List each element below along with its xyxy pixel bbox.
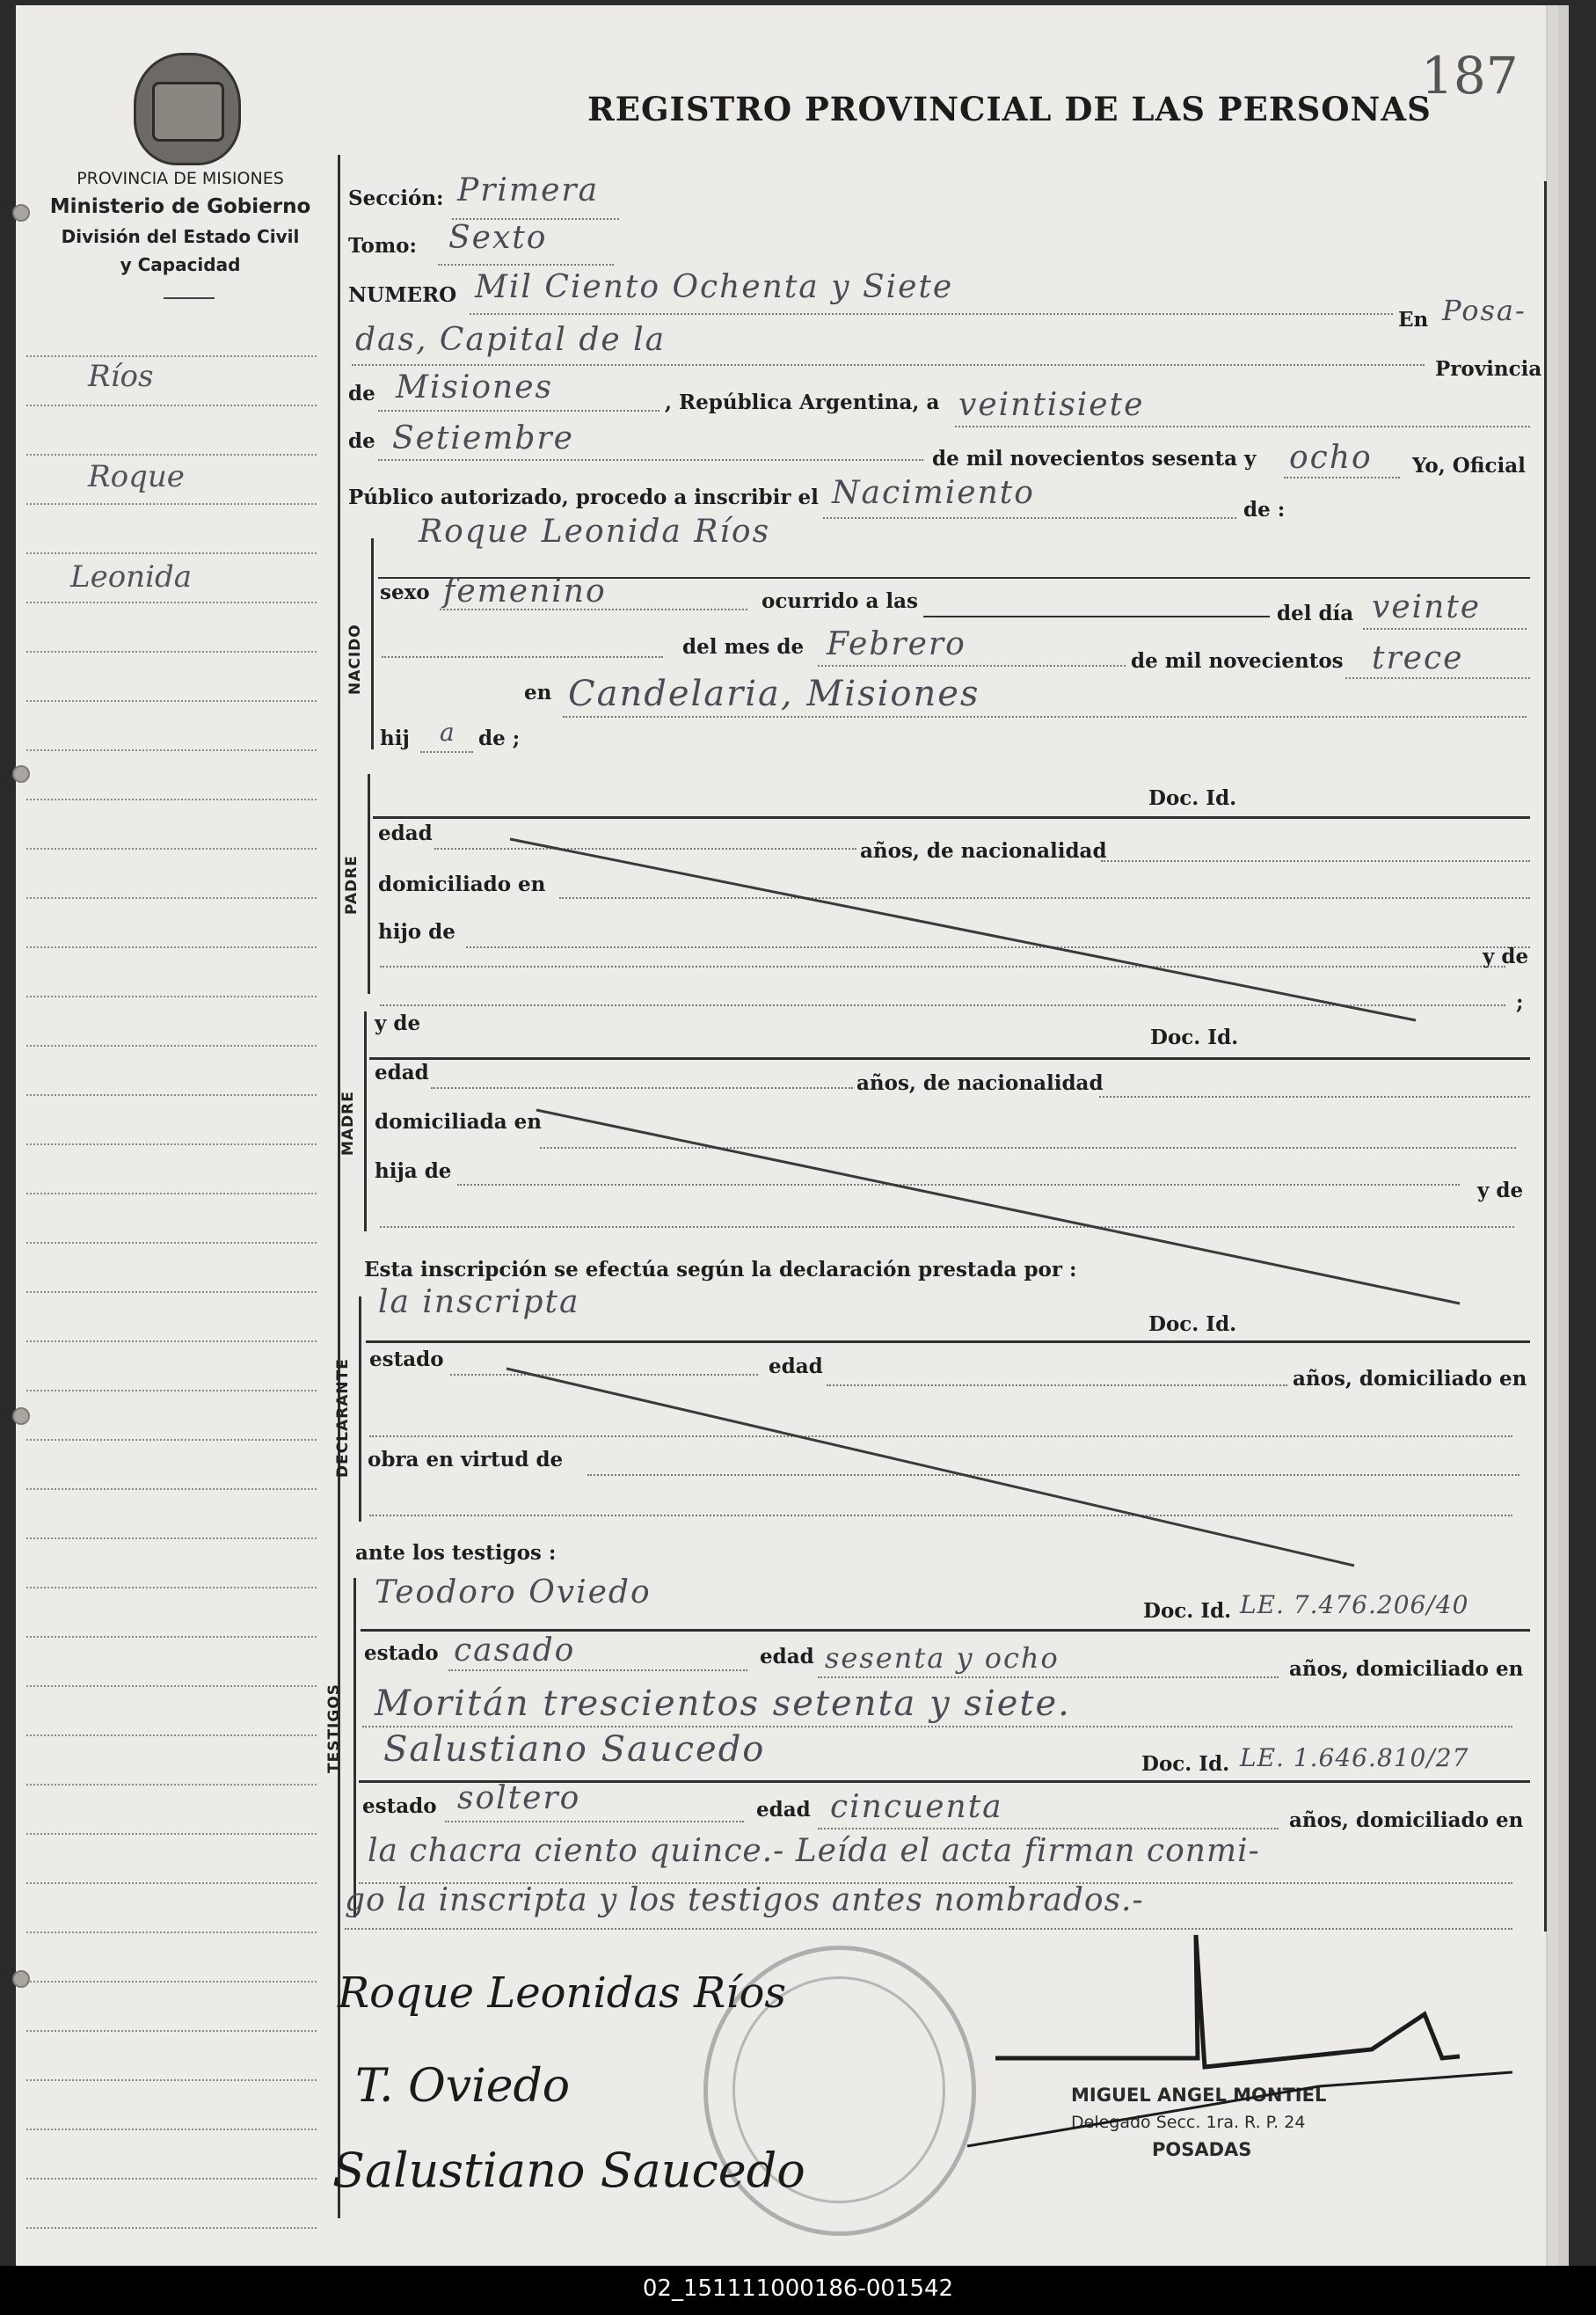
day-value: veintisiete bbox=[958, 387, 1145, 423]
hij-label: hij bbox=[380, 727, 410, 750]
margin-note-middlename: Leonida bbox=[70, 559, 192, 595]
numero-label: NUMERO bbox=[348, 283, 457, 307]
testigo1-estado-label: estado bbox=[364, 1641, 439, 1665]
anio-value: trece bbox=[1372, 640, 1464, 676]
testigo1-domicilio-label: años, domiciliado en bbox=[1289, 1657, 1524, 1681]
ocurrido-label: ocurrido a las bbox=[762, 589, 918, 613]
nacido-side-label: NACIDO bbox=[346, 624, 364, 695]
page-title: REGISTRO PROVINCIAL DE LAS PERSONAS bbox=[587, 90, 1432, 128]
year-label: de mil novecientos sesenta y bbox=[932, 447, 1257, 471]
lugar-value: Candelaria, Misiones bbox=[568, 674, 980, 714]
seccion-value: Primera bbox=[457, 172, 600, 208]
padre-semicolon: ; bbox=[1516, 990, 1524, 1014]
seccion-label: Sección: bbox=[348, 186, 444, 210]
testigo2-edad-label: edad bbox=[756, 1798, 811, 1822]
madre-side-label: MADRE bbox=[339, 1091, 357, 1156]
testigos-intro: ante los testigos : bbox=[355, 1541, 557, 1565]
signature-inscripta: Roque Leonidas Ríos bbox=[338, 1968, 787, 2018]
declarante-value: la inscripta bbox=[378, 1284, 580, 1320]
official-name: MIGUEL ANGEL MONTIEL bbox=[1071, 2085, 1327, 2106]
padre-nacionalidad-label: años, de nacionalidad bbox=[860, 839, 1107, 863]
declarante-obra-label: obra en virtud de bbox=[368, 1448, 564, 1472]
madre-hija-label: hija de bbox=[375, 1159, 452, 1183]
dia-value: veinte bbox=[1372, 589, 1482, 625]
del-dia-label: del día bbox=[1277, 602, 1354, 625]
declarante-domicilio-label: años, domiciliado en bbox=[1293, 1367, 1527, 1391]
mes-value: Febrero bbox=[827, 626, 966, 662]
testigo1-domicilio-value: Moritán trescientos setenta y siete. bbox=[375, 1683, 1071, 1724]
signature-testigo2: Salustiano Saucedo bbox=[332, 2143, 805, 2198]
en-value: Posa- bbox=[1442, 294, 1527, 327]
margin-note-surname: Ríos bbox=[88, 359, 154, 394]
madre-strike-line bbox=[536, 1110, 1460, 1304]
declarante-doc-label: Doc. Id. bbox=[1148, 1312, 1237, 1336]
official-signature bbox=[995, 1935, 1460, 2067]
madre-domicilio-label: domiciliada en bbox=[375, 1110, 542, 1134]
padre-strike-line bbox=[510, 839, 1416, 1020]
republica-label: , República Argentina, a bbox=[665, 391, 940, 414]
city-value: das, Capital de la bbox=[355, 322, 667, 358]
madre-nacionalidad-label: años, de nacionalidad bbox=[856, 1071, 1104, 1095]
testigo2-estado-value: soltero bbox=[457, 1780, 581, 1816]
lugar-label: en bbox=[524, 681, 552, 705]
testigo1-doc-label: Doc. Id. bbox=[1143, 1599, 1232, 1623]
declarante-side-label: DECLARANTE bbox=[334, 1358, 352, 1478]
testigo2-doc-label: Doc. Id. bbox=[1141, 1752, 1230, 1776]
en-label: En bbox=[1398, 308, 1429, 332]
margin-note-firstname: Roque bbox=[88, 459, 185, 494]
sexo-label: sexo bbox=[380, 581, 430, 604]
testigo1-name: Teodoro Oviedo bbox=[375, 1574, 652, 1610]
anio-label: de mil novecientos bbox=[1131, 649, 1344, 673]
testigo2-domicilio-label: años, domiciliado en bbox=[1289, 1808, 1524, 1832]
ministry-division-2: y Capacidad bbox=[120, 254, 241, 275]
tomo-label: Tomo: bbox=[348, 234, 417, 258]
padre-doc-label: Doc. Id. bbox=[1148, 786, 1237, 810]
testigo2-name: Salustiano Saucedo bbox=[383, 1729, 766, 1770]
publico-label: Público autorizado, procedo a inscribir el bbox=[348, 486, 819, 509]
padre-hijo-label: hijo de bbox=[378, 920, 455, 944]
closing-text: go la inscripta y los testigos antes nombrados.- bbox=[345, 1882, 1144, 1918]
padre-y-de-label: y de bbox=[1483, 945, 1529, 968]
oficial-label: Yo, Oficial bbox=[1412, 454, 1526, 478]
page-number: 187 bbox=[1421, 46, 1519, 106]
declarante-edad-label: edad bbox=[769, 1355, 823, 1378]
testigo1-edad-label: edad bbox=[760, 1645, 814, 1669]
official-place: POSADAS bbox=[1152, 2139, 1252, 2160]
numero-value: Mil Ciento Ochenta y Siete bbox=[475, 269, 954, 305]
provincia-label: Provincia bbox=[1435, 357, 1542, 381]
hij-value: a bbox=[440, 718, 456, 747]
de3-label: de : bbox=[1243, 498, 1286, 522]
ministry-division: División del Estado Civil bbox=[61, 226, 300, 247]
footer-id: 02_151111000186-001542 bbox=[642, 2275, 954, 2302]
testigo2-domicilio-value: la chacra ciento quince.- Leída el acta firman conmi- bbox=[368, 1833, 1260, 1869]
official-signature-flourish bbox=[967, 2072, 1512, 2146]
testigo2-estado-label: estado bbox=[362, 1794, 437, 1818]
signature-testigo1: T. Oviedo bbox=[355, 2060, 571, 2113]
padre-edad-label: edad bbox=[378, 822, 433, 845]
acto-value: Nacimiento bbox=[832, 475, 1035, 511]
ministry-province: PROVINCIA DE MISIONES bbox=[77, 169, 284, 188]
declarante-estado-label: estado bbox=[369, 1347, 444, 1371]
testigos-side-label: TESTIGOS bbox=[325, 1683, 343, 1773]
province-value: Misiones bbox=[396, 369, 554, 405]
madre-y-de2-label: y de bbox=[1477, 1179, 1524, 1202]
tomo-value: Sexto bbox=[448, 220, 548, 256]
sexo-value: femenino bbox=[443, 573, 607, 610]
month-value: Setiembre bbox=[392, 420, 574, 456]
testigo2-doc-value: LE. 1.646.810/27 bbox=[1240, 1743, 1469, 1772]
declarante-strike-line bbox=[506, 1369, 1354, 1566]
year-value: ocho bbox=[1289, 440, 1373, 476]
madre-y-de-label: y de bbox=[375, 1011, 421, 1035]
testigo1-doc-value: LE. 7.476.206/40 bbox=[1240, 1590, 1469, 1619]
de-label: de bbox=[348, 382, 375, 405]
nacido-name: Roque Leonida Ríos bbox=[419, 514, 771, 550]
madre-edad-label: edad bbox=[375, 1061, 429, 1084]
declaracion-intro: Esta inscripción se efectúa según la declaración prestada por : bbox=[364, 1258, 1077, 1282]
testigo2-edad-value: cincuenta bbox=[830, 1789, 1003, 1825]
testigo1-estado-value: casado bbox=[454, 1632, 576, 1669]
mes-label: del mes de bbox=[682, 635, 805, 659]
padre-side-label: PADRE bbox=[343, 855, 361, 915]
official-role: Delegado Secc. 1ra. R. P. 24 bbox=[1071, 2113, 1306, 2132]
de2-label: de bbox=[348, 429, 375, 453]
testigo1-edad-value: sesenta y ocho bbox=[825, 1641, 1060, 1675]
ministry-name: Ministerio de Gobierno bbox=[49, 195, 311, 218]
madre-doc-label: Doc. Id. bbox=[1150, 1026, 1239, 1049]
padre-domicilio-label: domiciliado en bbox=[378, 873, 546, 896]
hij-de-label: de ; bbox=[478, 727, 521, 750]
